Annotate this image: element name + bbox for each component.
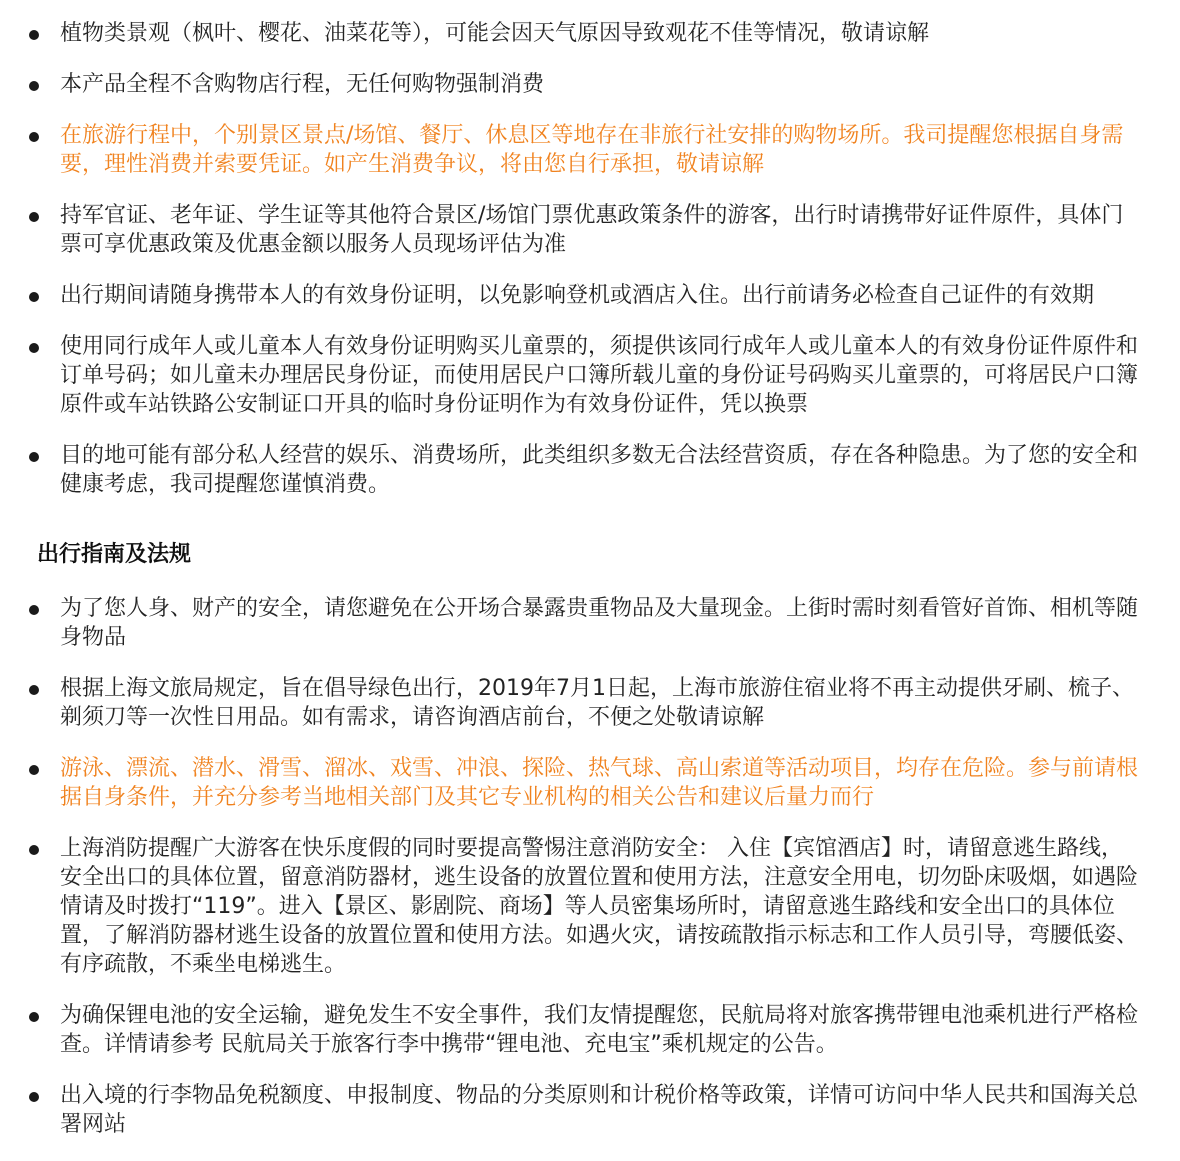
bullet-dot-icon [29,1012,39,1022]
list-item [0,281,1180,310]
notice-list-general [0,19,1180,521]
list-item [0,1081,1180,1139]
list-item-text: 为确保锂电池的安全运输，避免发生不安全事件，我们友情提醒您，民航局将对旅客携带锂电池乘机进行严格检查。详情请参考 民航局关于旅客行李中携带“锂电池、充电宝”乘机规定的公告。 [60,1003,1139,1057]
list-item [0,70,1180,99]
bullet-dot-icon [29,1092,39,1102]
bullet-dot-icon [29,605,39,615]
bullet-dot-icon [29,845,39,855]
list-item [0,441,1180,499]
section-title-travel-guide: 出行指南及法规 [37,542,192,567]
bullet-dot-icon [29,132,39,142]
list-item [0,674,1180,732]
bullet-dot-icon [29,81,39,91]
list-item [0,332,1180,419]
list-item [0,121,1180,179]
notice-list-travel-guide [0,594,1180,1161]
bullet-dot-icon [29,292,39,302]
list-item-text: 本产品全程不含购物店行程，无任何购物强制消费 [60,72,545,97]
bullet-dot-icon [29,685,39,695]
bullet-dot-icon [29,343,39,353]
list-item [0,19,1180,48]
bullet-dot-icon [29,452,39,462]
list-item [0,754,1180,812]
list-item-text: 持军官证、老年证、学生证等其他符合景区/场馆门票优惠政策条件的游客，出行时请携带好证件原件，具体门票可享优惠政策及优惠金额以服务人员现场评估为准 [60,203,1124,257]
list-item-text: 上海消防提醒广大游客在快乐度假的同时要提高警惕注意消防安全： 入住【宾馆酒店】时，请留意逃生路线，安全出口的具体位置，留意消防器材，逃生设备的放置位置和使用方法，注意安全用电，切勿卧床吸烟，如遇险情请及时拨打“119”。进入【景区、影剧院、商场】等人员密集场所时，请留意逃生路线和安全出口的具体位置，了解消防器材逃生设备的放置位置和使用方法。如遇火灾，请按疏散指示标志和工作人员引导，弯腰低姿、有序疏散，不乘坐电梯逃生。 [60,836,1139,977]
list-item [0,201,1180,259]
bullet-dot-icon [29,212,39,222]
list-item-text: 出入境的行李物品免税额度、申报制度、物品的分类原则和计税价格等政策，详情可访问中华人民共和国海关总署网站 [60,1083,1139,1137]
bullet-dot-icon [29,765,39,775]
list-item [0,1001,1180,1059]
list-item-text: 根据上海文旅局规定，旨在倡导绿色出行，2019年7月1日起，上海市旅游住宿业将不再主动提供牙刷、梳子、剃须刀等一次性日用品。如有需求，请咨询酒店前台，不便之处敬请谅解 [60,676,1134,730]
list-item-text: 使用同行成年人或儿童本人有效身份证明购买儿童票的，须提供该同行成年人或儿童本人的有效身份证件原件和订单号码；如儿童未办理居民身份证，而使用居民户口簿所载儿童的身份证号码购买儿童票的，可将居民户口簿原件或车站铁路公安制证口开具的临时身份证明作为有效身份证件，凭以换票 [60,334,1139,417]
list-item-text: 目的地可能有部分私人经营的娱乐、消费场所，此类组织多数无合法经营资质，存在各种隐患。为了您的安全和健康考虑，我司提醒您谨慎消费。 [60,443,1139,497]
list-item-text: 游泳、漂流、潜水、滑雪、溜冰、戏雪、冲浪、探险、热气球、高山索道等活动项目，均存在危险。参与前请根据自身条件，并充分参考当地相关部门及其它专业机构的相关公告和建议后量力而行 [60,756,1139,810]
list-item-text: 植物类景观（枫叶、樱花、油菜花等），可能会因天气原因导致观花不佳等情况，敬请谅解 [60,21,930,46]
list-item-text: 出行期间请随身携带本人的有效身份证明，以免影响登机或酒店入住。出行前请务必检查自己证件的有效期 [60,283,1095,308]
list-item [0,834,1180,979]
bullet-dot-icon [29,30,39,40]
list-item-text: 为了您人身、财产的安全，请您避免在公开场合暴露贵重物品及大量现金。上街时需时刻看管好首饰、相机等随身物品 [60,596,1139,650]
list-item-text: 在旅游行程中，个别景区景点/场馆、餐厅、休息区等地存在非旅行社安排的购物场所。我司提醒您根据自身需要，理性消费并索要凭证。如产生消费争议，将由您自行承担，敬请谅解 [60,123,1124,177]
list-item [0,594,1180,652]
